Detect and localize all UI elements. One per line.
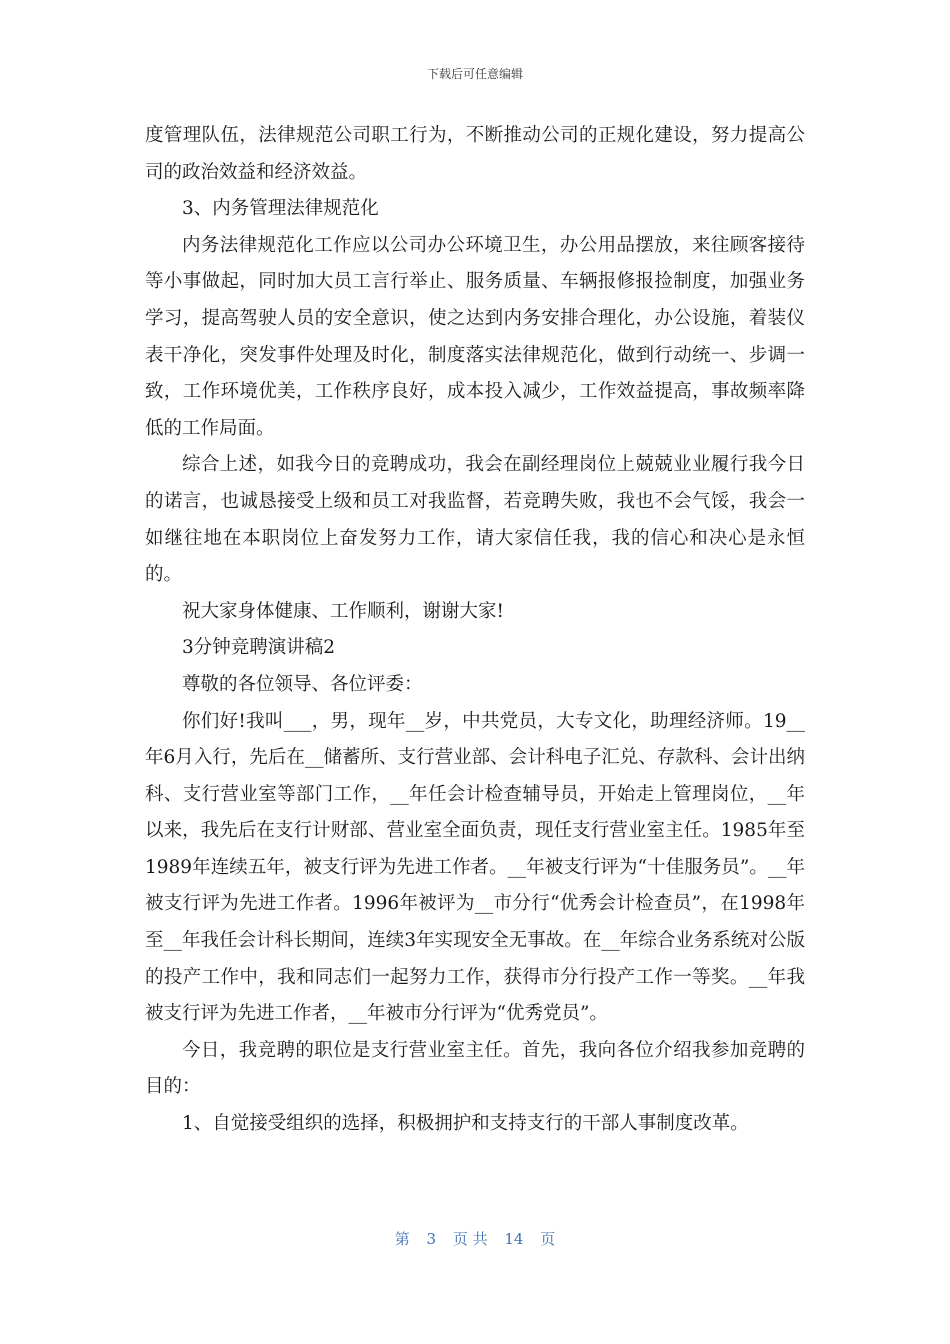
page-header <box>0 66 950 82</box>
paragraph-4: 综合上述，如我今日的竞聘成功，我会在副经理岗位上兢兢业业履行我今日的诺言，也诚恳接受上级和员工对我监督，若竞聘失败，我也不会气馁，我会一如继往地在本职岗位上奋发努力工作，请大家信任我，我的信心和决心是永恒的。 <box>145 454 805 586</box>
footer-prefix: 第 <box>394 1230 410 1248</box>
paragraph-10: 1、自觉接受组织的选择，积极拥护和支持支行的干部人事制度改革。 <box>182 1113 749 1135</box>
document-body <box>145 118 805 1143</box>
footer-suffix: 页 <box>540 1230 556 1248</box>
paragraph-6-title: 3分钟竞聘演讲稿2 <box>182 637 336 659</box>
paragraph-1: 度管理队伍，法律规范公司职工行为，不断推动公司的正规化建设，努力提高公司的政治效益和经济效益。 <box>145 125 805 183</box>
paragraph-5: 祝大家身体健康、工作顺利，谢谢大家! <box>182 600 504 622</box>
paragraph-8: 你们好!我叫___，男，现年__岁，中共党员，大专文化，助理经济师。19__年6月入行，先后在__储蓄所、支行营业部、会计科电子汇兑、存款科、会计出纳科、支行营业室等部门工作，__年任会计检查辅导员，开始走上管理岗位，__年以来，我先后在支行计财部、营业室全面负责，现任支行营业室主任。1985年至1989年连续五年，被支行评为先进工作者。__年被支行评为“十佳服务员”。__年被支行评为先进工作者。1996年被评为__市分行“优秀会计检查员”，在1998年至__年我任会计科长期间，连续3年实现安全无事故。在__年综合业务系统对公版的投产工作中，我和同志们一起努力工作，获得市分行投产工作一等奖。__年我被支行评为先进工作者，__年被市分行评为“优秀党员”。 <box>145 710 805 1025</box>
footer-middle: 页 共 <box>452 1230 488 1248</box>
paragraph-7-salutation: 尊敬的各位领导、各位评委： <box>182 673 423 695</box>
header-text: 下载后可任意编辑 <box>426 67 523 81</box>
footer-total-pages: 14 <box>504 1230 524 1248</box>
footer-current-page: 3 <box>426 1230 437 1248</box>
paragraph-9: 今日，我竞聘的职位是支行营业室主任。首先，我向各位介绍我参加竞聘的目的： <box>145 1039 805 1098</box>
page-footer <box>0 1229 950 1249</box>
paragraph-2-heading: 3、内务管理法律规范化 <box>182 198 379 220</box>
paragraph-3: 内务法律规范化工作应以公司办公环境卫生，办公用品摆放，来往顾客接待等小事做起，同时加大员工言行举止、服务质量、车辆报修报捡制度，加强业务学习，提高驾驶人员的安全意识，使之达到内务安排合理化，办公设施，着装仪表干净化，突发事件处理及时化，制度落实法律规范化，做到行动统一、步调一致，工作环境优美，工作秩序良好，成本投入减少，工作效益提高，事故频率降低的工作局面。 <box>145 234 805 439</box>
